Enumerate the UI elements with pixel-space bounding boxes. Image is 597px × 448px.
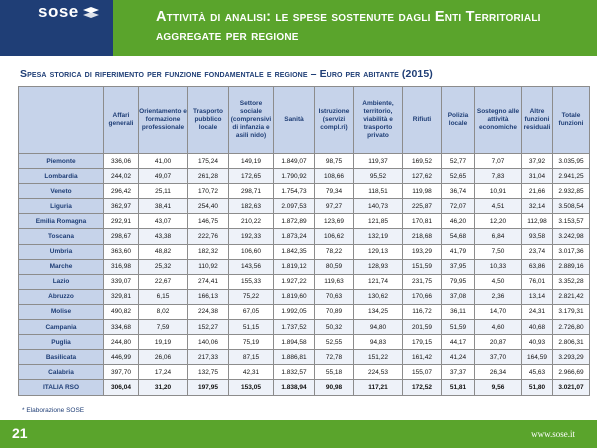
- value-cell: 24,31: [522, 304, 553, 319]
- value-cell: 8,02: [139, 304, 188, 319]
- region-cell: Piemonte: [19, 154, 104, 169]
- col-header: Rifiuti: [403, 87, 442, 154]
- value-cell: 166,13: [188, 289, 229, 304]
- regional-spending-table: [18, 86, 590, 396]
- value-cell: 2.889,16: [553, 259, 590, 274]
- value-cell: 254,40: [188, 199, 229, 214]
- region-cell: ITALIA RSO: [19, 380, 104, 395]
- value-cell: 76,01: [522, 274, 553, 289]
- value-cell: 75,19: [229, 335, 274, 350]
- value-cell: 7,50: [475, 244, 522, 259]
- value-cell: 121,85: [354, 214, 403, 229]
- value-cell: 172,52: [403, 380, 442, 395]
- value-cell: 110,92: [188, 259, 229, 274]
- value-cell: 132,19: [354, 229, 403, 244]
- value-cell: 94,83: [354, 335, 403, 350]
- table-row: [19, 289, 590, 304]
- table-row: [19, 380, 590, 395]
- value-cell: 7,59: [139, 320, 188, 335]
- value-cell: 52,65: [442, 169, 475, 184]
- value-cell: 3.017,36: [553, 244, 590, 259]
- value-cell: 316,98: [104, 259, 139, 274]
- table-row: [19, 154, 590, 169]
- value-cell: 3.179,31: [553, 304, 590, 319]
- value-cell: 123,69: [315, 214, 354, 229]
- value-cell: 121,74: [354, 274, 403, 289]
- value-cell: 130,62: [354, 289, 403, 304]
- value-cell: 1.819,12: [274, 259, 315, 274]
- value-cell: 93,58: [522, 229, 553, 244]
- page-title: Attività di analisi: le spese sostenute dagli Enti Territoriali aggregate per regione: [156, 9, 541, 44]
- value-cell: 70,89: [315, 304, 354, 319]
- value-cell: 119,98: [403, 184, 442, 199]
- value-cell: 446,99: [104, 350, 139, 365]
- value-cell: 37,92: [522, 154, 553, 169]
- value-cell: 6,15: [139, 289, 188, 304]
- value-cell: 37,08: [442, 289, 475, 304]
- value-cell: 20,87: [475, 335, 522, 350]
- value-cell: 362,97: [104, 199, 139, 214]
- value-cell: 75,22: [229, 289, 274, 304]
- value-cell: 222,76: [188, 229, 229, 244]
- region-cell: Molise: [19, 304, 104, 319]
- value-cell: 151,59: [403, 259, 442, 274]
- value-cell: 306,04: [104, 380, 139, 395]
- value-cell: 51,15: [229, 320, 274, 335]
- value-cell: 80,59: [315, 259, 354, 274]
- value-cell: 3.035,95: [553, 154, 590, 169]
- value-cell: 72,78: [315, 350, 354, 365]
- table-row: [19, 199, 590, 214]
- value-cell: 119,37: [354, 154, 403, 169]
- region-cell: Veneto: [19, 184, 104, 199]
- value-cell: 1.737,52: [274, 320, 315, 335]
- value-cell: 172,65: [229, 169, 274, 184]
- value-cell: 26,06: [139, 350, 188, 365]
- value-cell: 197,95: [188, 380, 229, 395]
- value-cell: 161,42: [403, 350, 442, 365]
- value-cell: 37,70: [475, 350, 522, 365]
- value-cell: 175,24: [188, 154, 229, 169]
- value-cell: 108,66: [315, 169, 354, 184]
- value-cell: 1.927,22: [274, 274, 315, 289]
- value-cell: 336,06: [104, 154, 139, 169]
- col-header: Sanità: [274, 87, 315, 154]
- value-cell: 129,13: [354, 244, 403, 259]
- value-cell: 1.842,35: [274, 244, 315, 259]
- value-cell: 224,53: [354, 365, 403, 380]
- region-cell: Puglia: [19, 335, 104, 350]
- value-cell: 37,95: [442, 259, 475, 274]
- region-cell: Calabria: [19, 365, 104, 380]
- value-cell: 44,17: [442, 335, 475, 350]
- value-cell: 170,66: [403, 289, 442, 304]
- value-cell: 231,75: [403, 274, 442, 289]
- value-cell: 261,28: [188, 169, 229, 184]
- value-cell: 1.832,57: [274, 365, 315, 380]
- value-cell: 48,82: [139, 244, 188, 259]
- value-cell: 55,18: [315, 365, 354, 380]
- value-cell: 2.806,31: [553, 335, 590, 350]
- table-header-row: [19, 87, 590, 154]
- value-cell: 149,19: [229, 154, 274, 169]
- value-cell: 87,15: [229, 350, 274, 365]
- value-cell: 40,93: [522, 335, 553, 350]
- sose-logo: [0, 0, 113, 56]
- value-cell: 3.021,07: [553, 380, 590, 395]
- value-cell: 334,68: [104, 320, 139, 335]
- value-cell: 1.873,24: [274, 229, 315, 244]
- value-cell: 153,05: [229, 380, 274, 395]
- source-note: * Elaborazione SOSE: [22, 407, 85, 414]
- region-cell: Basilicata: [19, 350, 104, 365]
- value-cell: 26,34: [475, 365, 522, 380]
- value-cell: 490,82: [104, 304, 139, 319]
- value-cell: 51,81: [442, 380, 475, 395]
- value-cell: 25,11: [139, 184, 188, 199]
- value-cell: 2.821,42: [553, 289, 590, 304]
- col-header: Trasporto pubblico locale: [188, 87, 229, 154]
- value-cell: 164,59: [522, 350, 553, 365]
- value-cell: 298,71: [229, 184, 274, 199]
- col-header: Altre funzioni residuali: [522, 87, 553, 154]
- table-row: [19, 184, 590, 199]
- value-cell: 170,81: [403, 214, 442, 229]
- value-cell: 397,70: [104, 365, 139, 380]
- col-header: Ambiente, territorio, viabilità e trasporto privato: [354, 87, 403, 154]
- value-cell: 3.242,98: [553, 229, 590, 244]
- value-cell: 41,24: [442, 350, 475, 365]
- table-subtitle: Spesa storica di riferimento per funzione fondamentale e regione – Euro per abitante (2015): [20, 68, 433, 80]
- table-row: [19, 169, 590, 184]
- value-cell: 50,32: [315, 320, 354, 335]
- region-cell: Lazio: [19, 274, 104, 289]
- value-cell: 49,07: [139, 169, 188, 184]
- value-cell: 182,32: [188, 244, 229, 259]
- value-cell: 128,93: [354, 259, 403, 274]
- value-cell: 79,34: [315, 184, 354, 199]
- value-cell: 79,95: [442, 274, 475, 289]
- value-cell: 244,02: [104, 169, 139, 184]
- value-cell: 7,83: [475, 169, 522, 184]
- value-cell: 192,33: [229, 229, 274, 244]
- value-cell: 1.992,05: [274, 304, 315, 319]
- value-cell: 182,63: [229, 199, 274, 214]
- value-cell: 70,63: [315, 289, 354, 304]
- value-cell: 4,60: [475, 320, 522, 335]
- value-cell: 25,32: [139, 259, 188, 274]
- value-cell: 95,52: [354, 169, 403, 184]
- slide-header: [0, 0, 597, 56]
- value-cell: 112,98: [522, 214, 553, 229]
- value-cell: 67,05: [229, 304, 274, 319]
- table-row: [19, 304, 590, 319]
- value-cell: 3.293,29: [553, 350, 590, 365]
- value-cell: 152,27: [188, 320, 229, 335]
- value-cell: 2.932,85: [553, 184, 590, 199]
- value-cell: 51,80: [522, 380, 553, 395]
- value-cell: 22,67: [139, 274, 188, 289]
- value-cell: 217,33: [188, 350, 229, 365]
- value-cell: 31,04: [522, 169, 553, 184]
- col-header: Istruzione (servizi compl.ri): [315, 87, 354, 154]
- value-cell: 6,84: [475, 229, 522, 244]
- value-cell: 1.790,92: [274, 169, 315, 184]
- value-cell: 52,77: [442, 154, 475, 169]
- value-cell: 3.153,57: [553, 214, 590, 229]
- value-cell: 339,07: [104, 274, 139, 289]
- value-cell: 97,27: [315, 199, 354, 214]
- table-body: [19, 154, 590, 396]
- value-cell: 193,29: [403, 244, 442, 259]
- col-header: Totale funzioni: [553, 87, 590, 154]
- table-row: [19, 365, 590, 380]
- value-cell: 1.754,73: [274, 184, 315, 199]
- value-cell: 2.941,25: [553, 169, 590, 184]
- logo-mark-icon: [82, 6, 100, 20]
- value-cell: 274,41: [188, 274, 229, 289]
- value-cell: 31,20: [139, 380, 188, 395]
- value-cell: 40,68: [522, 320, 553, 335]
- value-cell: 118,51: [354, 184, 403, 199]
- value-cell: 127,62: [403, 169, 442, 184]
- region-cell: Abruzzo: [19, 289, 104, 304]
- region-cell: Campania: [19, 320, 104, 335]
- value-cell: 2.966,69: [553, 365, 590, 380]
- value-cell: 78,22: [315, 244, 354, 259]
- value-cell: 72,07: [442, 199, 475, 214]
- value-cell: 155,33: [229, 274, 274, 289]
- value-cell: 140,73: [354, 199, 403, 214]
- value-cell: 210,22: [229, 214, 274, 229]
- region-cell: Toscana: [19, 229, 104, 244]
- website-url: www.sose.it: [531, 429, 575, 439]
- value-cell: 244,80: [104, 335, 139, 350]
- value-cell: 46,20: [442, 214, 475, 229]
- value-cell: 51,59: [442, 320, 475, 335]
- value-cell: 1.819,60: [274, 289, 315, 304]
- value-cell: 151,22: [354, 350, 403, 365]
- value-cell: 54,68: [442, 229, 475, 244]
- value-cell: 10,33: [475, 259, 522, 274]
- value-cell: 292,91: [104, 214, 139, 229]
- value-cell: 63,86: [522, 259, 553, 274]
- value-cell: 1.838,94: [274, 380, 315, 395]
- col-header: Polizia locale: [442, 87, 475, 154]
- value-cell: 42,31: [229, 365, 274, 380]
- col-header: Affari generali: [104, 87, 139, 154]
- value-cell: 2.097,53: [274, 199, 315, 214]
- value-cell: 3.508,54: [553, 199, 590, 214]
- value-cell: 94,80: [354, 320, 403, 335]
- value-cell: 2,36: [475, 289, 522, 304]
- value-cell: 36,11: [442, 304, 475, 319]
- value-cell: 38,41: [139, 199, 188, 214]
- table-row: [19, 214, 590, 229]
- table-row: [19, 259, 590, 274]
- value-cell: 98,75: [315, 154, 354, 169]
- value-cell: 119,63: [315, 274, 354, 289]
- value-cell: 155,07: [403, 365, 442, 380]
- value-cell: 106,62: [315, 229, 354, 244]
- value-cell: 17,24: [139, 365, 188, 380]
- value-cell: 32,14: [522, 199, 553, 214]
- value-cell: 1.886,81: [274, 350, 315, 365]
- value-cell: 201,59: [403, 320, 442, 335]
- value-cell: 117,21: [354, 380, 403, 395]
- logo-text: sose: [38, 2, 79, 21]
- value-cell: 363,60: [104, 244, 139, 259]
- value-cell: 1.894,58: [274, 335, 315, 350]
- value-cell: 3.352,28: [553, 274, 590, 289]
- value-cell: 225,87: [403, 199, 442, 214]
- slide-footer: [0, 420, 597, 448]
- value-cell: 329,81: [104, 289, 139, 304]
- corner-cell: [19, 87, 104, 154]
- value-cell: 7,07: [475, 154, 522, 169]
- value-cell: 218,68: [403, 229, 442, 244]
- value-cell: 296,42: [104, 184, 139, 199]
- value-cell: 43,38: [139, 229, 188, 244]
- page-number: 21: [12, 425, 28, 441]
- value-cell: 1.872,89: [274, 214, 315, 229]
- value-cell: 169,52: [403, 154, 442, 169]
- value-cell: 132,75: [188, 365, 229, 380]
- col-header: Orientamento e formazione professionale: [139, 87, 188, 154]
- value-cell: 43,07: [139, 214, 188, 229]
- value-cell: 21,66: [522, 184, 553, 199]
- value-cell: 23,74: [522, 244, 553, 259]
- table-row: [19, 320, 590, 335]
- value-cell: 146,75: [188, 214, 229, 229]
- region-cell: Emilia Romagna: [19, 214, 104, 229]
- value-cell: 90,98: [315, 380, 354, 395]
- value-cell: 179,15: [403, 335, 442, 350]
- value-cell: 143,56: [229, 259, 274, 274]
- value-cell: 170,72: [188, 184, 229, 199]
- value-cell: 41,79: [442, 244, 475, 259]
- value-cell: 1.849,07: [274, 154, 315, 169]
- value-cell: 45,63: [522, 365, 553, 380]
- value-cell: 12,20: [475, 214, 522, 229]
- table-row: [19, 335, 590, 350]
- value-cell: 2.726,80: [553, 320, 590, 335]
- table-row: [19, 350, 590, 365]
- region-cell: Umbria: [19, 244, 104, 259]
- table-row: [19, 229, 590, 244]
- value-cell: 36,74: [442, 184, 475, 199]
- region-cell: Liguria: [19, 199, 104, 214]
- value-cell: 37,37: [442, 365, 475, 380]
- region-cell: Marche: [19, 259, 104, 274]
- value-cell: 13,14: [522, 289, 553, 304]
- region-cell: Lombardia: [19, 169, 104, 184]
- value-cell: 106,60: [229, 244, 274, 259]
- value-cell: 298,67: [104, 229, 139, 244]
- value-cell: 4,51: [475, 199, 522, 214]
- value-cell: 52,55: [315, 335, 354, 350]
- table-row: [19, 274, 590, 289]
- col-header: Sostegno alle attività economiche: [475, 87, 522, 154]
- value-cell: 116,72: [403, 304, 442, 319]
- table-row: [19, 244, 590, 259]
- value-cell: 14,70: [475, 304, 522, 319]
- value-cell: 41,00: [139, 154, 188, 169]
- value-cell: 140,06: [188, 335, 229, 350]
- value-cell: 224,38: [188, 304, 229, 319]
- value-cell: 10,91: [475, 184, 522, 199]
- value-cell: 134,25: [354, 304, 403, 319]
- value-cell: 19,19: [139, 335, 188, 350]
- col-header: Settore sociale (comprensivi di infanzia e asili nido): [229, 87, 274, 154]
- value-cell: 4,50: [475, 274, 522, 289]
- value-cell: 9,56: [475, 380, 522, 395]
